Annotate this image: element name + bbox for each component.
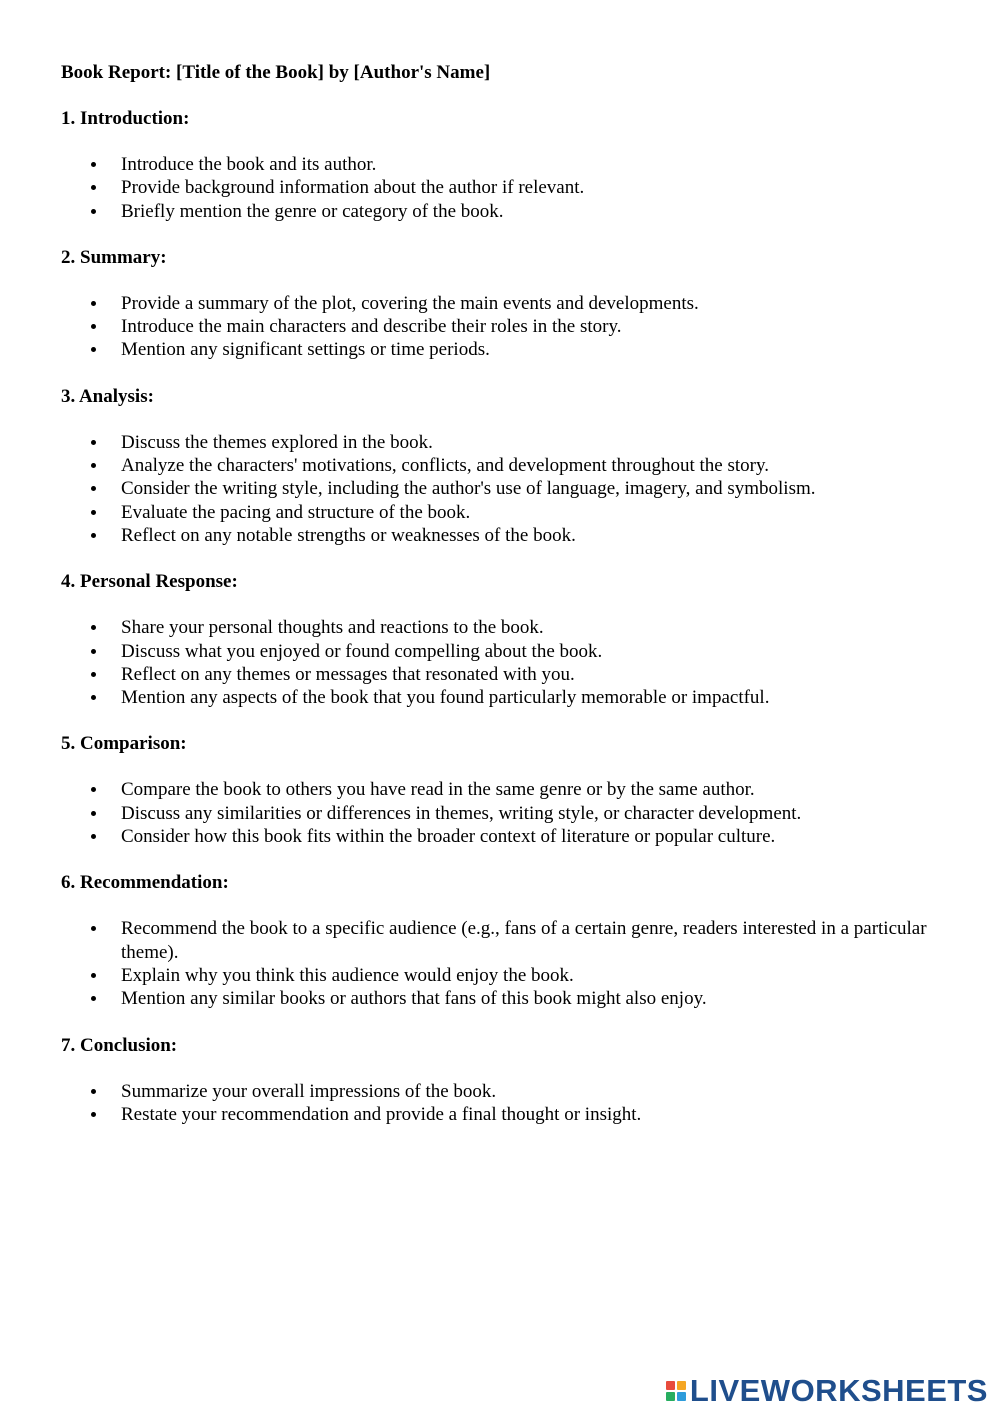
list-item-text: Briefly mention the genre or category of the book.	[121, 200, 504, 222]
list-item	[61, 292, 941, 315]
logo-tile-green	[666, 1392, 675, 1401]
list-item	[61, 315, 941, 338]
bullet-icon	[91, 996, 96, 1001]
bullet-list	[61, 431, 941, 547]
logo-tile-orange	[677, 1381, 686, 1390]
list-item-text: Discuss any similarities or differences in themes, writing style, or character development.	[121, 802, 802, 824]
bullet-list	[61, 1080, 941, 1127]
list-item-text: Mention any similar books or authors that fans of this book might also enjoy.	[121, 988, 707, 1010]
list-item	[61, 176, 941, 199]
list-item-text: Mention any aspects of the book that you found particularly memorable or impactful.	[121, 687, 770, 709]
section-introduction	[61, 107, 941, 223]
list-item	[61, 1103, 941, 1126]
logo-tile-blue	[677, 1392, 686, 1401]
list-item-text: Evaluate the pacing and structure of the book.	[121, 501, 471, 523]
bullet-icon	[91, 463, 96, 468]
list-item	[61, 431, 941, 454]
liveworksheets-logo[interactable]	[666, 1374, 988, 1408]
bullet-list	[61, 917, 941, 1010]
section-heading: 5. Comparison:	[61, 733, 187, 755]
section-heading: 1. Introduction:	[61, 108, 190, 129]
list-item-text: Reflect on any themes or messages that resonated with you.	[121, 663, 575, 685]
bullet-icon	[91, 973, 96, 978]
list-item	[61, 778, 941, 801]
bullet-icon	[91, 185, 96, 190]
section-heading: 6. Recommendation:	[61, 872, 229, 894]
list-item	[61, 987, 941, 1010]
list-item	[61, 454, 941, 477]
bullet-icon	[91, 1112, 96, 1117]
bullet-icon	[91, 625, 96, 630]
bullet-icon	[91, 649, 96, 654]
list-item-text: Summarize your overall impressions of the book.	[121, 1080, 497, 1102]
bullet-list	[61, 153, 941, 223]
list-item-text: Restate your recommendation and provide a final thought or insight.	[121, 1103, 642, 1125]
list-item-text: Reflect on any notable strengths or weaknesses of the book.	[121, 524, 576, 546]
section-heading: 4. Personal Response:	[61, 571, 238, 593]
section-recommendation	[61, 871, 941, 1010]
bullet-icon	[91, 440, 96, 445]
list-item	[61, 616, 941, 639]
bullet-icon	[91, 162, 96, 167]
list-item	[61, 477, 941, 500]
list-item-text: Explain why you think this audience would enjoy the book.	[121, 964, 574, 986]
bullet-list	[61, 292, 941, 362]
logo-tile-red	[666, 1381, 675, 1390]
document-title: Book Report: [Title of the Book] by [Author's Name]	[61, 62, 491, 83]
bullet-icon	[91, 324, 96, 329]
list-item	[61, 686, 941, 709]
list-item	[61, 964, 941, 987]
bullet-icon	[91, 672, 96, 677]
list-item-text: Recommend the book to a specific audience (e.g., fans of a certain genre, readers interested in a particular theme).	[121, 918, 927, 963]
list-item	[61, 802, 941, 825]
list-item	[61, 200, 941, 223]
list-item-text: Discuss the themes explored in the book.	[121, 431, 433, 453]
bullet-list	[61, 616, 941, 709]
list-item	[61, 338, 941, 361]
list-item-text: Introduce the book and its author.	[121, 154, 377, 175]
list-item-text: Provide background information about the author if relevant.	[121, 177, 585, 199]
section-conclusion	[61, 1034, 941, 1127]
section-analysis	[61, 385, 941, 547]
list-item	[61, 663, 941, 686]
section-personal-response	[61, 570, 941, 709]
list-item-text: Consider how this book fits within the broader context of literature or popular culture.	[121, 826, 776, 848]
list-item	[61, 153, 941, 176]
logo-text: LIVEWORKSHEETS	[689, 1373, 988, 1408]
bullet-icon	[91, 510, 96, 515]
document	[61, 61, 941, 1149]
section-heading: 3. Analysis:	[61, 385, 154, 407]
bullet-icon	[91, 787, 96, 792]
bullet-icon	[91, 486, 96, 491]
list-item-text: Mention any significant settings or time periods.	[121, 339, 490, 361]
bullet-icon	[91, 1089, 96, 1094]
bullet-icon	[91, 834, 96, 839]
bullet-list	[61, 778, 941, 848]
list-item-text: Analyze the characters' motivations, conflicts, and development throughout the story.	[121, 455, 770, 477]
list-item	[61, 917, 941, 964]
bullet-icon	[91, 533, 96, 538]
list-item-text: Consider the writing style, including the author's use of language, imagery, and symbolism.	[121, 478, 816, 500]
liveworksheets-logo-icon	[666, 1381, 686, 1401]
list-item-text: Provide a summary of the plot, covering the main events and developments.	[121, 292, 699, 314]
list-item-text: Compare the book to others you have read in the same genre or by the same author.	[121, 779, 755, 801]
bullet-icon	[91, 811, 96, 816]
list-item	[61, 640, 941, 663]
section-comparison	[61, 732, 941, 848]
list-item-text: Discuss what you enjoyed or found compelling about the book.	[121, 640, 603, 662]
bullet-icon	[91, 926, 96, 931]
bullet-icon	[91, 347, 96, 352]
list-item	[61, 825, 941, 848]
bullet-icon	[91, 209, 96, 214]
bullet-icon	[91, 695, 96, 700]
list-item-text: Introduce the main characters and describe their roles in the story.	[121, 316, 622, 338]
list-item-text: Share your personal thoughts and reactions to the book.	[121, 617, 544, 639]
section-heading: 2. Summary:	[61, 246, 167, 268]
section-summary	[61, 246, 941, 362]
list-item	[61, 501, 941, 524]
list-item	[61, 524, 941, 547]
list-item	[61, 1080, 941, 1103]
bullet-icon	[91, 301, 96, 306]
section-heading: 7. Conclusion:	[61, 1034, 178, 1056]
